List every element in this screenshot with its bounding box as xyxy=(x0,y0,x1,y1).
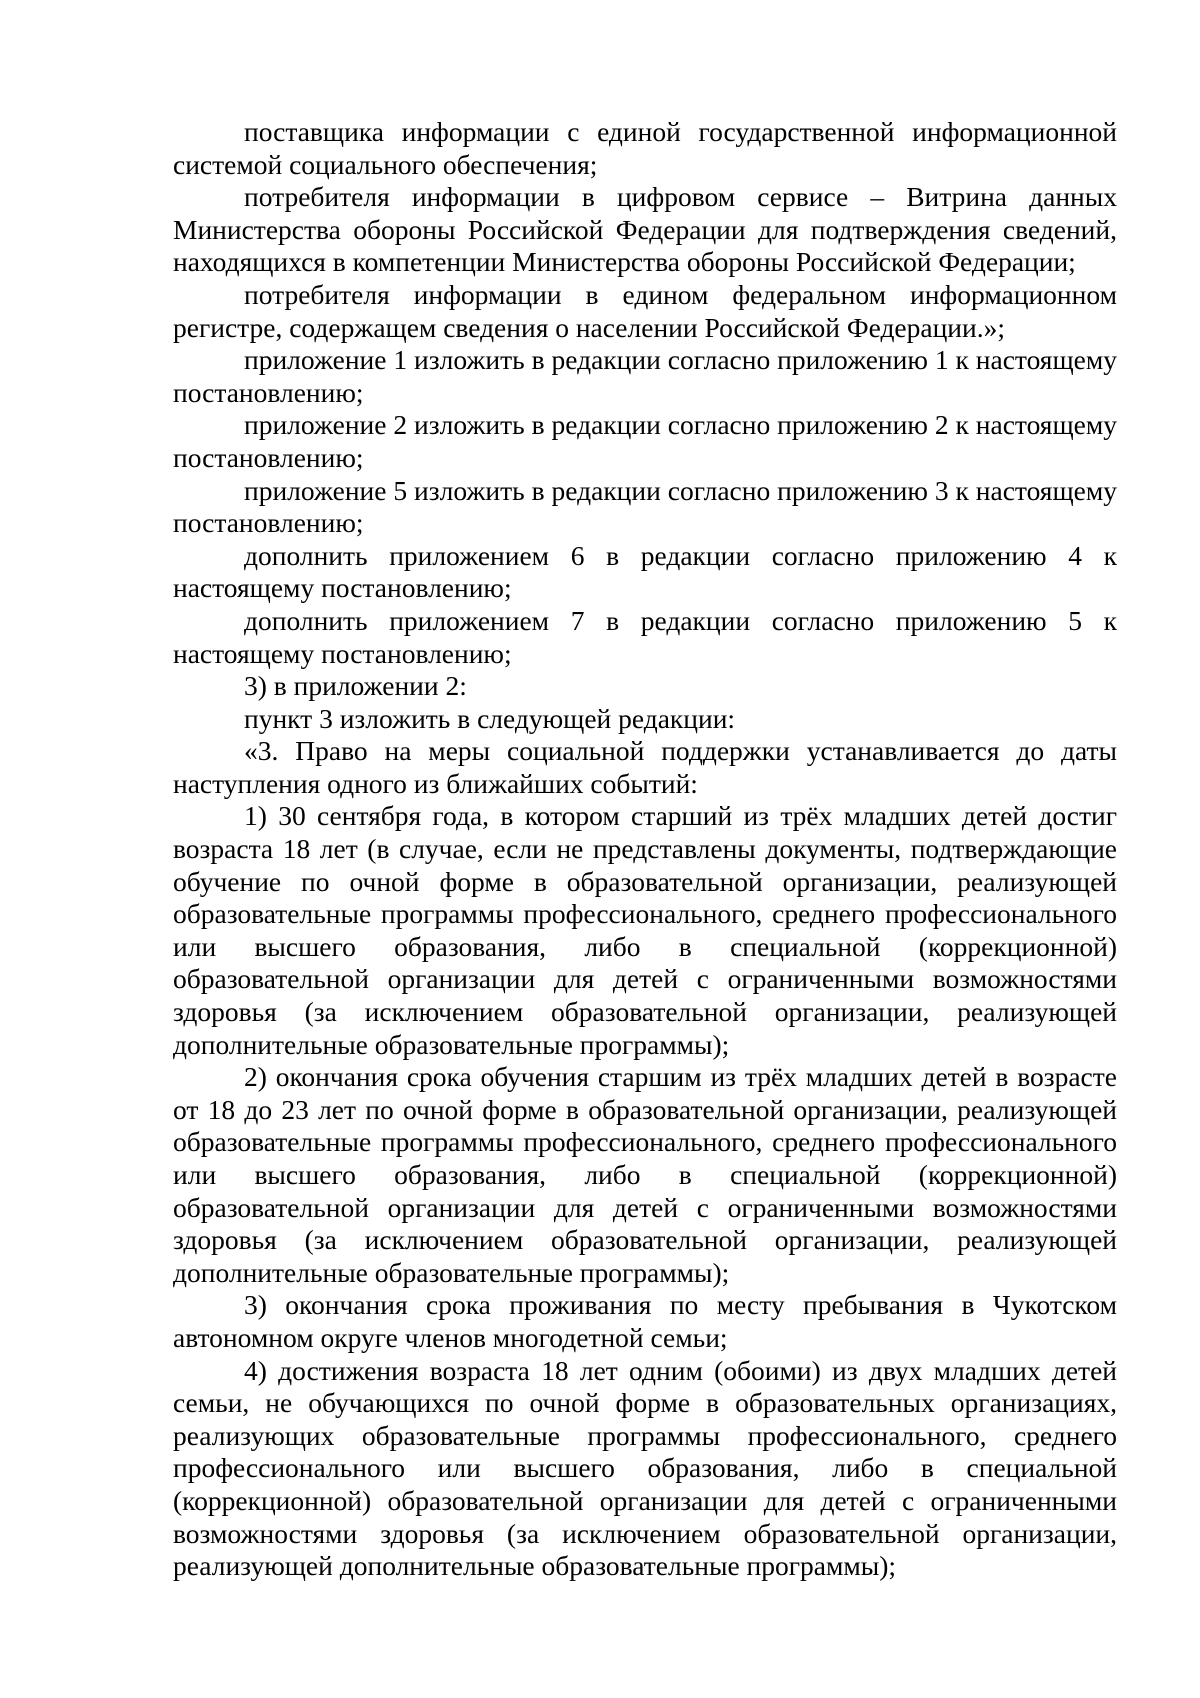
paragraph-item-4: 4) достижения возраста 18 лет одним (обоими) из двух младших детей семьи, не обучающихся по очной форме в образовательных организациях, реализующих образовательные программы профессионального, среднего профессионального или высшего образования, либо в специальной (коррекционной) образовательной организации для детей с ограниченными возможностями здоровья (за исключением образовательной организации, реализующей дополнительные образовательные программы); xyxy=(173,1354,1117,1582)
paragraph-item-1: 1) 30 сентября года, в котором старший из трёх младших детей достиг возраста 18 лет (в случае, если не представлены документы, подтверждающие обучение по очной форме в образовательной организации, реализующей образовательные программы профессионального, среднего профессионального или высшего образования, либо в специальной (коррекционной) образовательной организации для детей с ограниченными возможностями здоровья (за исключением образовательной организации, реализующей дополнительные образовательные программы); xyxy=(173,800,1117,1060)
paragraph-in-appendix-2: 3) в приложении 2: xyxy=(244,670,467,702)
paragraph-supplier-info: поставщика информации с единой государственной информационной системой социального обеспечения; xyxy=(173,116,1117,180)
paragraph-point-3-heading: пункт 3 изложить в следующей редакции: xyxy=(244,702,736,734)
paragraph-point-3-text: «3. Право на меры социальной поддержки устанавливается до даты наступления одного из ближайших событий: xyxy=(173,735,1117,799)
paragraph-consumer-digital-service: потребителя информации в цифровом сервисе – Витрина данных Министерства обороны Российской Федерации для подтверждения сведений, находящихся в компетенции Министерства обороны Российской Федерации; xyxy=(173,181,1117,278)
paragraph-item-2: 2) окончания срока обучения старшим из трёх младших детей в возрасте от 18 до 23 лет по очной форме в образовательной организации, реализующей образовательные программы профессионального, среднего профессионального или высшего образования, либо в специальной (коррекционной) образовательной организации для детей с ограниченными возможностями здоровья (за исключением образовательной организации, реализующей дополнительные образовательные программы); xyxy=(173,1061,1117,1288)
paragraph-item-3: 3) окончания срока проживания по месту пребывания в Чукотском автономном округе членов многодетной семьи; xyxy=(173,1289,1117,1353)
paragraph-appendix-2: приложение 2 изложить в редакции согласно приложению 2 к настоящему постановлению; xyxy=(173,409,1117,473)
paragraph-appendix-1: приложение 1 изложить в редакции согласно приложению 1 к настоящему постановлению; xyxy=(173,344,1117,408)
document-body xyxy=(173,116,1117,1583)
paragraph-consumer-federal-register: потребителя информации в едином федеральном информационном регистре, содержащем сведения о населении Российской Федерации.»; xyxy=(173,278,1117,343)
paragraph-add-appendix-6: дополнить приложением 6 в редакции согласно приложению 4 к настоящему постановлению; xyxy=(173,539,1117,604)
paragraph-add-appendix-7: дополнить приложением 7 в редакции согласно приложению 5 к настоящему постановлению; xyxy=(173,604,1117,669)
paragraph-appendix-5: приложение 5 изложить в редакции согласно приложению 3 к настоящему постановлению; xyxy=(173,474,1117,539)
